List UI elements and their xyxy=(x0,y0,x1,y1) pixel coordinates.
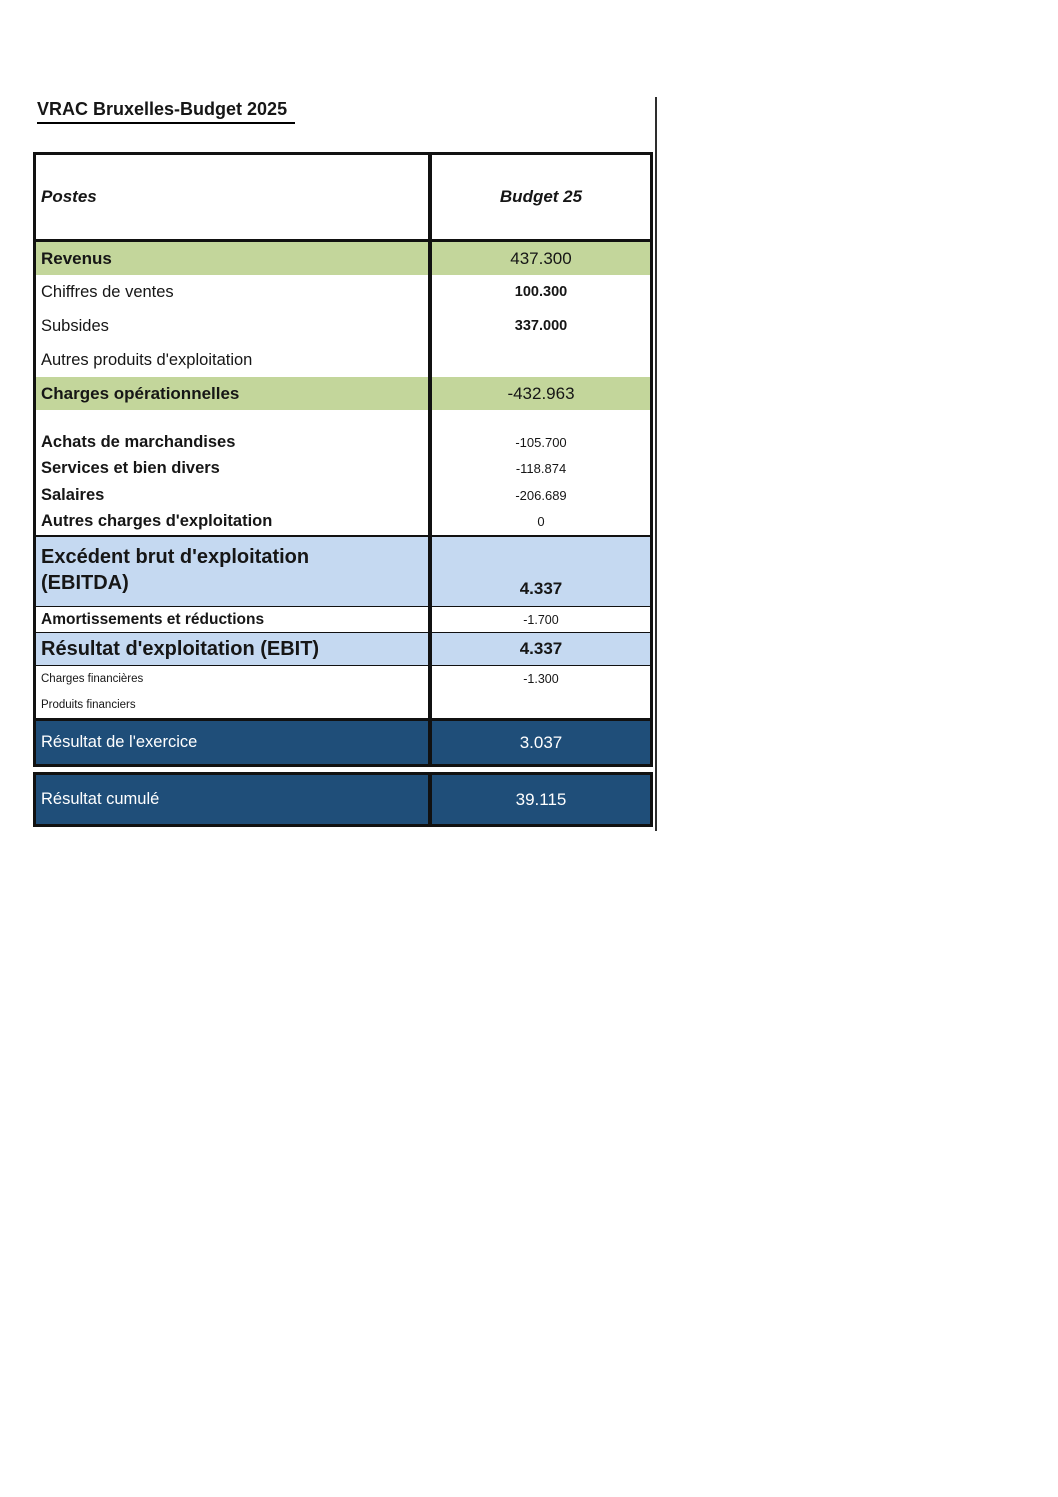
total-row xyxy=(36,775,650,824)
table-row xyxy=(36,275,650,309)
table-row xyxy=(36,535,650,606)
row-label: Revenus xyxy=(41,248,112,268)
table-row xyxy=(36,632,650,666)
header-budget-25: Budget 25 xyxy=(428,155,650,239)
row-value xyxy=(428,692,650,718)
row-value: 437.300 xyxy=(428,242,650,275)
page-title: VRAC Bruxelles-Budget 2025 xyxy=(37,99,295,124)
table-row xyxy=(36,429,650,456)
table-row xyxy=(36,666,650,692)
budget-table xyxy=(33,152,653,827)
table-rows xyxy=(36,242,650,718)
row-label: Autres produits d'exploitation xyxy=(41,350,253,369)
table-row xyxy=(36,343,650,377)
row-label: Résultat d'exploitation (EBIT) xyxy=(41,637,320,660)
table-row xyxy=(36,377,650,410)
table-row xyxy=(36,309,650,343)
table-header-row xyxy=(36,155,650,242)
row-value: -1.700 xyxy=(428,607,650,632)
sheet-column-gridline xyxy=(655,97,657,831)
row-label-line: Excédent brut d'exploitation xyxy=(41,546,310,568)
total-value: 39.115 xyxy=(428,775,650,824)
row-value: 4.337 xyxy=(428,633,650,665)
total-label: Résultat de l'exercice xyxy=(41,733,198,751)
table-totals xyxy=(33,718,653,827)
row-label: Achats de marchandises xyxy=(41,432,236,451)
row-label: Services et bien divers xyxy=(41,459,220,478)
table-row xyxy=(36,509,650,536)
table-row xyxy=(36,242,650,275)
row-label xyxy=(36,410,428,429)
row-value: -118.874 xyxy=(428,456,650,483)
row-value: 4.337 xyxy=(428,537,650,606)
table-row xyxy=(36,692,650,718)
row-value: -105.700 xyxy=(428,429,650,456)
row-label: Subsides xyxy=(41,316,109,335)
row-value xyxy=(428,343,650,377)
total-block xyxy=(33,718,653,767)
row-value: -1.300 xyxy=(428,666,650,692)
table-row xyxy=(36,410,650,429)
total-label: Résultat cumulé xyxy=(41,790,160,808)
row-label: Chiffres de ventes xyxy=(41,282,174,301)
row-label xyxy=(36,537,428,606)
table-row xyxy=(36,456,650,483)
row-label: Charges financières xyxy=(41,673,144,685)
row-label: Charges opérationnelles xyxy=(41,383,240,403)
total-row xyxy=(36,721,650,764)
row-label: Salaires xyxy=(41,485,105,504)
row-value: -432.963 xyxy=(428,377,650,410)
total-value: 3.037 xyxy=(428,721,650,764)
row-value: 100.300 xyxy=(428,275,650,309)
row-label-line: (EBITDA) xyxy=(41,572,129,594)
row-value xyxy=(428,410,650,429)
table-body xyxy=(33,152,653,718)
row-value: 337.000 xyxy=(428,309,650,343)
row-value: -206.689 xyxy=(428,482,650,509)
row-value: 0 xyxy=(428,509,650,536)
table-row xyxy=(36,606,650,632)
row-label: Amortissements et réductions xyxy=(41,610,265,628)
table-row xyxy=(36,482,650,509)
total-block xyxy=(33,772,653,827)
header-postes: Postes xyxy=(41,187,97,206)
row-label: Produits financiers xyxy=(41,699,136,711)
row-label: Autres charges d'exploitation xyxy=(41,512,273,531)
